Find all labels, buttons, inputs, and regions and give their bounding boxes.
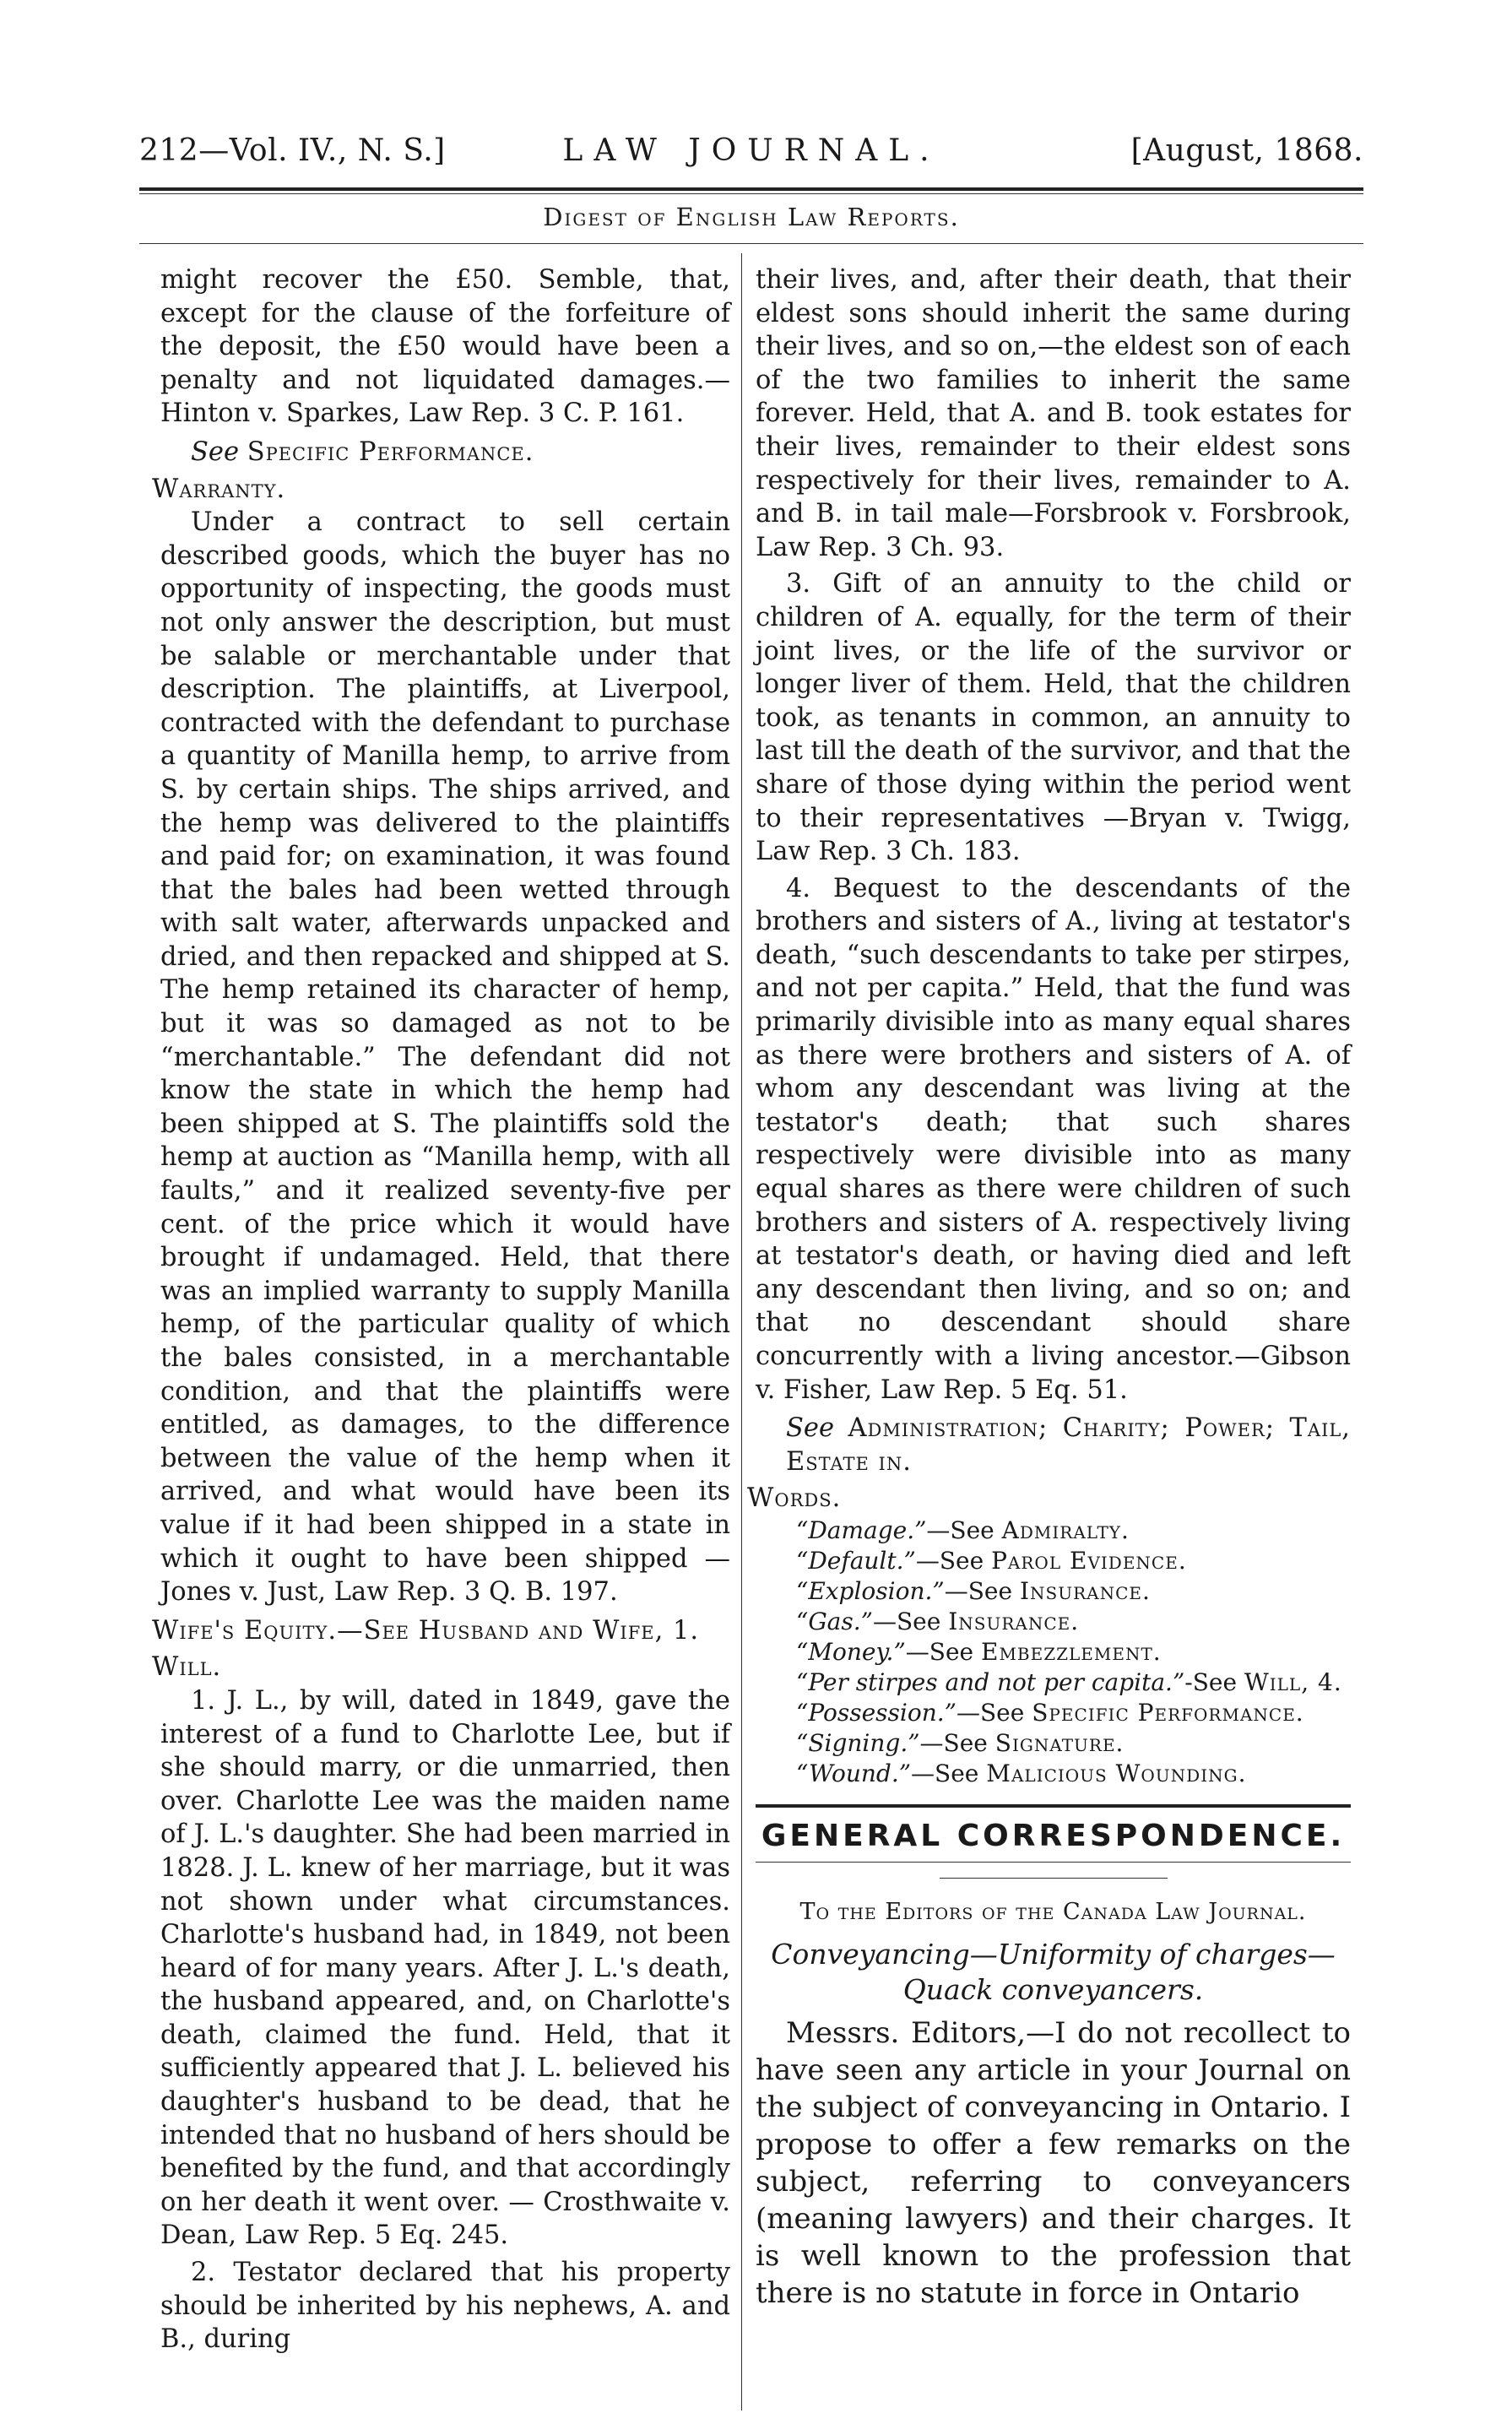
- section-rule-thick: [756, 1804, 1351, 1808]
- wifes-equity-ref: —See Husband and Wife, 1.: [337, 1615, 700, 1646]
- word-see: —See: [919, 1728, 988, 1757]
- word-term: “Damage.”: [796, 1516, 927, 1544]
- cross-reference: Administration; Charity; Power; Tail, Estate in.: [786, 1413, 1352, 1477]
- see-label: See: [786, 1413, 834, 1444]
- page-number-volume: 212—Vol. IV., N. S.]: [139, 133, 446, 168]
- see-administration: [756, 1412, 1351, 1478]
- word-see: —See: [872, 1607, 941, 1635]
- paragraph-forsbrook: their lives, and, after their death, that their eldest sons should inherit the same during their lives, and so on,—the eldest son of each of the two families to inherit the same forever. Held, that A. and B. took estates for their lives, remainder to their eldest sons respectively for their lives, remainder to A. and B. in tail male—Forsbrook v. Forsbrook, Law Rep. 3 Ch. 93.: [756, 265, 1351, 562]
- general-correspondence-title: GENERAL CORRESPONDENCE.: [761, 1818, 1346, 1853]
- word-term: “Per stirpes and not per capita.”: [796, 1667, 1185, 1696]
- list-item: [796, 1728, 1351, 1759]
- list-item: [796, 1759, 1351, 1789]
- word-ref: Will, 4.: [1244, 1667, 1342, 1696]
- word-ref: Malicious Wounding.: [986, 1759, 1247, 1787]
- word-term: “Gas.”: [796, 1607, 873, 1635]
- list-item: [796, 1698, 1351, 1728]
- left-column: [152, 263, 730, 2356]
- section-subtitle: Digest of English Law Reports.: [543, 203, 960, 231]
- letter-body: Messrs. Editors,—I do not recollect to have seen any article in your Journal on the subject of conveyancing in Ontario. I propose to offer a few remarks on the subject, referring to conveyancers (meaning lawyers) and their charges. It is well known to the profession that there is no statute in force in Ontario: [756, 2016, 1351, 2311]
- list-item: [796, 1576, 1351, 1607]
- paragraph-will-4: 4. Bequest to the descendants of the brothers and sisters of A., living at testator's death, “such descendants to take per stirpes, and not per capita.” Held, that the fund was primarily divisible into as many equal shares as there were brothers and sisters of A. of whom any descendant was living at the testator's death; that such shares respectively were divisible into as many equal shares as there were children of such brothers and sisters of A. respectively living at testator's death, or having died and left any descendant then living, and so on; and that no descendant should share concurrently with a living ancestor.—Gibson v. Fisher, Law Rep. 5 Eq. 51.: [756, 873, 1351, 1405]
- header-rule-thin: [139, 193, 1363, 194]
- heading-wifes-equity: [152, 1614, 730, 1648]
- list-item: [796, 1516, 1351, 1546]
- word-see: -See: [1184, 1667, 1238, 1696]
- word-term: “Default.”: [796, 1546, 916, 1575]
- paragraph-warranty: Under a contract to sell certain described goods, which the buyer has no opportunity of inspecting, the goods must not only answer the description, but must be salable or merchantable under that description. The plaintiffs, at Liverpool, contracted with the defendant to purchase a quantity of Manilla hemp, to arrive from S. by certain ships. The ships arrived, and the hemp was delivered to the plaintiffs and paid for; on examination, it was found that the bales had been wetted through with salt water, afterwards unpacked and dried, and then repacked and shipped at S. The hemp retained its character of hemp, but it was so damaged as not to be “merchantable.” The defendant did not know the state in which the hemp had been shipped at S. The plaintiffs sold the hemp at auction as “Manilla hemp, with all faults,” and it realized seventy-five per cent. of the price which it would have brought if undamaged. Held, that there was an implied warranty to supply Manilla hemp, of the particular quality of which the bales consisted, in a merchantable condition, and that the plaintiffs were entitled, as damages, to the difference between the value of the hemp when it arrived, and what would have been its value if it had been shipped in a state in which it ought to have been shipped —Jones v. Just, Law Rep. 3 Q. B. 197.: [160, 507, 730, 1608]
- letter-subject-line-2: Quack conveyancers.: [902, 1973, 1204, 2007]
- word-ref: Parol Evidence.: [991, 1546, 1187, 1575]
- word-term: “Wound.”: [796, 1759, 912, 1787]
- paragraph-will-2: 2. Testator declared that his property should be inherited by his nephews, A. and B., during: [160, 2258, 730, 2355]
- see-specific-performance: [160, 436, 730, 469]
- list-item: [796, 1546, 1351, 1576]
- right-column: [747, 263, 1352, 2312]
- section-rule-thin: [756, 1862, 1351, 1863]
- word-ref: Signature.: [994, 1728, 1125, 1757]
- see-label: See: [191, 437, 239, 467]
- heading-warranty: Warranty.: [152, 474, 286, 504]
- word-see: —See: [911, 1759, 979, 1787]
- word-ref: Insurance.: [948, 1607, 1080, 1635]
- word-ref: Insurance.: [1019, 1576, 1151, 1605]
- list-item: [796, 1607, 1351, 1637]
- paragraph-will-1: 1. J. L., by will, dated in 1849, gave the interest of a fund to Charlotte Lee, but if she should marry, or die unmarried, then over. Charlotte Lee was the maiden name of J. L.'s daughter. She had been married in 1828. J. L. knew of her marriage, but it was not shown under what circumstances. Charlotte's husband had, in 1849, not been heard of for many years. After J. L.'s death, the husband appeared, and, on Charlotte's death, claimed the fund. Held, that it sufficiently appeared that J. L. believed his daughter's husband to be dead, that he intended that no husband of hers should be benefited by the fund, and that accordingly on her death it went over. — Crosthwaite v. Dean, Law Rep. 5 Eq. 245.: [160, 1685, 730, 2251]
- word-see: —See: [956, 1698, 1025, 1727]
- wifes-equity-label: Wife's Equity.: [152, 1615, 338, 1646]
- word-ref: Embezzlement.: [981, 1637, 1162, 1666]
- short-rule: [940, 1878, 1168, 1879]
- word-see: —See: [915, 1546, 984, 1575]
- word-term: “Signing.”: [796, 1728, 920, 1757]
- paragraph-will-3: 3. Gift of an annuity to the child or children of A. equally, for the term of their joint lives, or the life of the survivor or longer liver of them. Held, that the children took, as tenants in common, an annuity to last till the death of the survivor, and that the share of those dying within the period went to their representatives —Bryan v. Twigg, Law Rep. 3 Ch. 183.: [756, 569, 1351, 867]
- header-rule-thick: [139, 187, 1363, 191]
- word-term: “Possession.”: [796, 1698, 957, 1727]
- word-ref: Admiralty.: [1001, 1516, 1130, 1544]
- word-see: —See: [944, 1576, 1013, 1605]
- word-see: —See: [926, 1516, 994, 1544]
- word-ref: Specific Performance.: [1032, 1698, 1304, 1727]
- heading-words: Words.: [747, 1483, 842, 1514]
- letter-subject-line-1: Conveyancing—Uniformity of charges—: [771, 1938, 1336, 1971]
- subheader-rule: [139, 243, 1363, 244]
- word-see: —See: [905, 1637, 974, 1666]
- list-item: [796, 1667, 1351, 1698]
- heading-will: Will.: [152, 1652, 222, 1683]
- word-term: “Explosion.”: [796, 1576, 945, 1605]
- journal-title: LAW JOURNAL.: [562, 133, 940, 168]
- page-header: [139, 133, 1363, 176]
- issue-date: [August, 1868.: [1130, 133, 1363, 168]
- words-list: [756, 1516, 1351, 1789]
- cross-reference: Specific Performance.: [247, 437, 534, 467]
- addressed-to: To the Editors of the Canada Law Journal.: [799, 1898, 1307, 1925]
- list-item: [796, 1637, 1351, 1667]
- paragraph-hinton: might recover the £50. Semble, that, except for the clause of the forfeiture of the deposit, the £50 would have been a penalty and not liquidated damages.—Hinton v. Sparkes, Law Rep. 3 C. P. 161.: [160, 265, 730, 429]
- word-term: “Money.”: [796, 1637, 906, 1666]
- column-divider: [741, 253, 742, 2410]
